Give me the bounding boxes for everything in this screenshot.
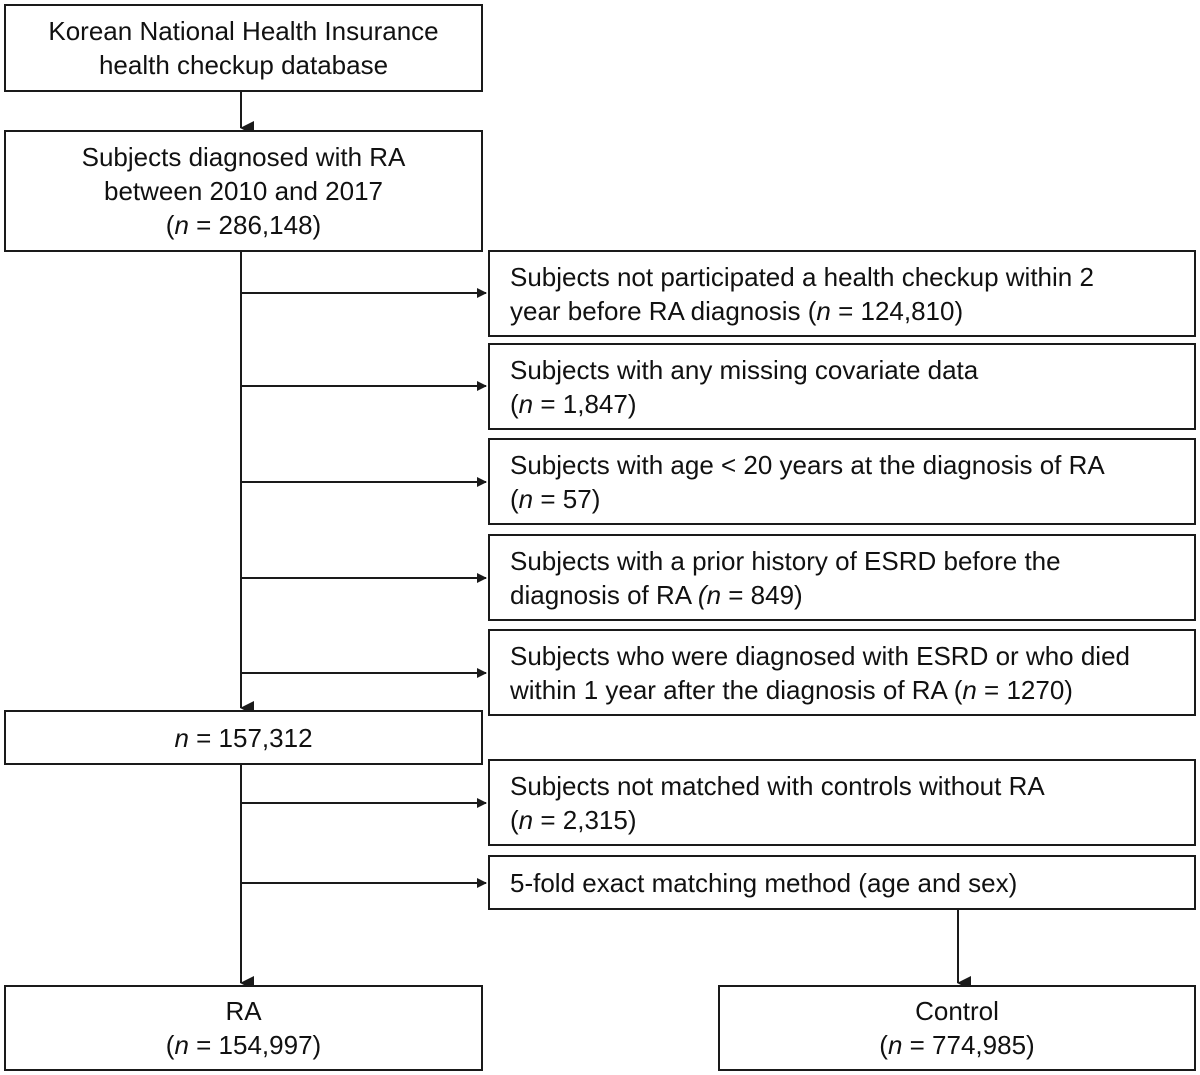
prior-esrd-line-2-text: diagnosis of RA bbox=[510, 579, 698, 610]
age-under-20-line-1: Subjects with age < 20 years at the diagnosis of RA bbox=[510, 449, 1105, 480]
diagnosed-count: (n = 286,148) bbox=[165, 210, 322, 240]
n-symbol: n bbox=[816, 295, 831, 326]
count-value: = 124,810) bbox=[830, 295, 964, 326]
n-symbol: n bbox=[518, 483, 534, 514]
n-symbol: n bbox=[174, 210, 189, 240]
esrd-or-died-box bbox=[488, 629, 1196, 716]
prior-esrd-box bbox=[488, 534, 1196, 621]
remaining-box bbox=[4, 710, 483, 765]
count-value: = 2,315) bbox=[533, 804, 637, 835]
count-value: = 154,997) bbox=[188, 1030, 322, 1060]
diagnosed-line-1: Subjects diagnosed with RA bbox=[81, 142, 406, 172]
n-symbol: n bbox=[518, 388, 534, 419]
prior-esrd-line-2 bbox=[510, 578, 1194, 612]
missing-covariate-count: (n = 1,847) bbox=[510, 388, 637, 419]
n-symbol: n bbox=[962, 674, 977, 705]
not-matched-count: (n = 2,315) bbox=[510, 804, 637, 835]
matching-box bbox=[488, 855, 1196, 910]
esrd-or-died-line-2-text: within 1 year after the diagnosis of RA ( bbox=[510, 674, 963, 705]
no-checkup-line-2-text: year before RA diagnosis ( bbox=[510, 295, 817, 326]
missing-covariate-line-1: Subjects with any missing covariate data bbox=[510, 354, 979, 385]
n-symbol: n bbox=[706, 579, 722, 610]
n-symbol: n bbox=[887, 1030, 903, 1060]
age-under-20-box bbox=[488, 438, 1196, 525]
database-box bbox=[4, 4, 483, 92]
control-group-label: Control bbox=[915, 996, 999, 1026]
not-matched-line-1: Subjects not matched with controls without RA bbox=[510, 770, 1045, 801]
count-value: = 774,985) bbox=[902, 1030, 1035, 1060]
esrd-or-died-line-2 bbox=[510, 673, 1194, 707]
control-group-count: (n = 774,985) bbox=[879, 1030, 1035, 1060]
missing-covariate-box bbox=[488, 343, 1196, 430]
no-checkup-line-2 bbox=[510, 294, 1194, 328]
diagnosed-line-2: between 2010 and 2017 bbox=[103, 176, 384, 206]
not-matched-box bbox=[488, 759, 1196, 846]
count-value: = 286,148 bbox=[188, 210, 313, 240]
control-group-box bbox=[718, 985, 1196, 1071]
count-value: = 1270) bbox=[976, 674, 1073, 705]
database-line-1: Korean National Health Insurance bbox=[48, 16, 439, 46]
count-value: = 157,312 bbox=[188, 722, 313, 753]
ra-group-box bbox=[4, 985, 483, 1071]
diagnosed-box bbox=[4, 130, 483, 252]
esrd-or-died-line-1: Subjects who were diagnosed with ESRD or who died bbox=[510, 640, 1131, 671]
open-paren-symbol: ( bbox=[697, 579, 707, 610]
n-symbol: n bbox=[518, 804, 534, 835]
count-value: = 1,847) bbox=[533, 388, 637, 419]
n-symbol: n bbox=[174, 1030, 189, 1060]
database-line-2: health checkup database bbox=[98, 50, 389, 80]
no-checkup-line-1: Subjects not participated a health checkup within 2 bbox=[510, 261, 1094, 292]
count-value: = 849) bbox=[721, 579, 803, 610]
no-checkup-box bbox=[488, 250, 1196, 337]
prior-esrd-line-1: Subjects with a prior history of ESRD before the bbox=[510, 545, 1061, 576]
ra-group-count: (n = 154,997) bbox=[165, 1030, 322, 1060]
matching-line-1: 5-fold exact matching method (age and sex) bbox=[510, 867, 1018, 898]
remaining-count bbox=[174, 721, 312, 755]
age-under-20-count: (n = 57) bbox=[510, 483, 601, 514]
count-value: = 57) bbox=[533, 483, 601, 514]
n-symbol: n bbox=[174, 722, 189, 753]
ra-group-label: RA bbox=[225, 996, 262, 1026]
